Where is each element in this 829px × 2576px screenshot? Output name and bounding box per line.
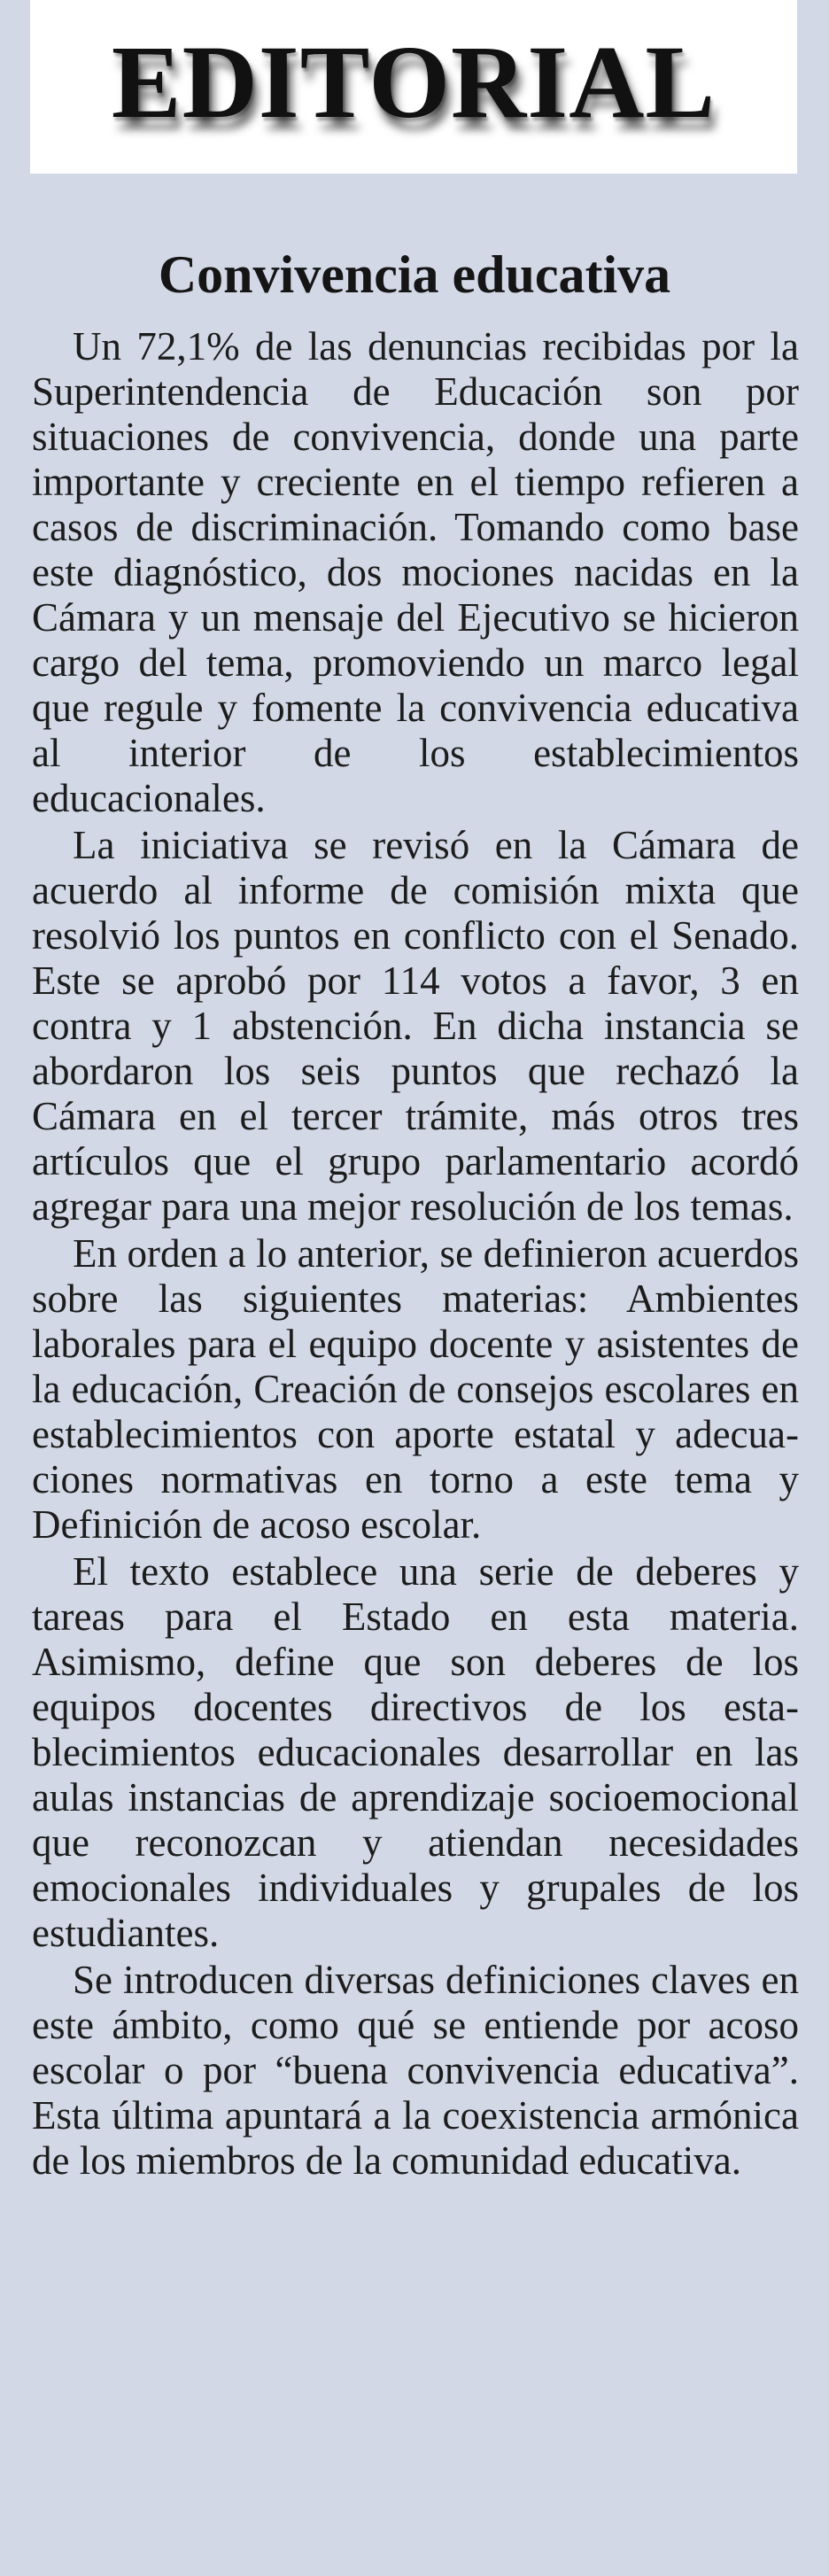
paragraph-2: La iniciativa se revisó en la Cámara de acuerdo al informe de comisión mixta que resolvió los puntos en conflicto con el Senado. Este se aprobó por 114 votos a favor, 3 en contra y 1 abstención. En dicha instancia se abordaron los seis puntos que rechazó la Cámara en el tercer trámite, más otros tres artículos que el grupo parlamentario acordó agregar para una mejor resolución de los temas. (32, 823, 799, 1229)
editorial-banner (30, 0, 797, 174)
paragraph-3: En orden a lo anterior, se definieron acuerdos sobre las siguientes materias: Ambientes laborales para el equipo docente y asistentes de la educación, Creación de consejos escolares en establecimientos con aporte estatal y adecuaciones normativas en torno a este tema y Definición de acoso escolar. (32, 1231, 799, 1547)
section-label: EDITORIAL (111, 24, 717, 140)
paragraph-5: Se introducen diversas definiciones claves en este ámbito, como qué se entiende por acoso escolar o por “buena convivencia educativa”. Esta última apuntará a la coexistencia armónica de los miembros de la comunidad educativa. (32, 1958, 799, 2183)
paragraph-4: El texto establece una serie de deberes y tareas para el Estado en esta materia. Asimismo, define que son deberes de los equipos docentes directivos de los establecimientos educacionales desarrollar en las aulas instancias de aprendizaje socioemocional que reconozcan y atiendan necesidades emocionales individuales y grupales de los estudiantes. (32, 1549, 799, 1955)
article-body (32, 324, 799, 2184)
paragraph-1: Un 72,1% de las denuncias recibidas por la Superintendencia de Educación son por situaciones de convivencia, donde una parte importante y creciente en el tiempo refieren a casos de discriminación. Tomando como base este diagnóstico, dos mociones nacidas en la Cámara y un mensaje del Ejecutivo se hicieron cargo del tema, promoviendo un marco legal que regule y fomente la convivencia educativa al interior de los establecimientos educacionales. (32, 324, 799, 820)
headline: Convivencia educativa (158, 245, 671, 305)
